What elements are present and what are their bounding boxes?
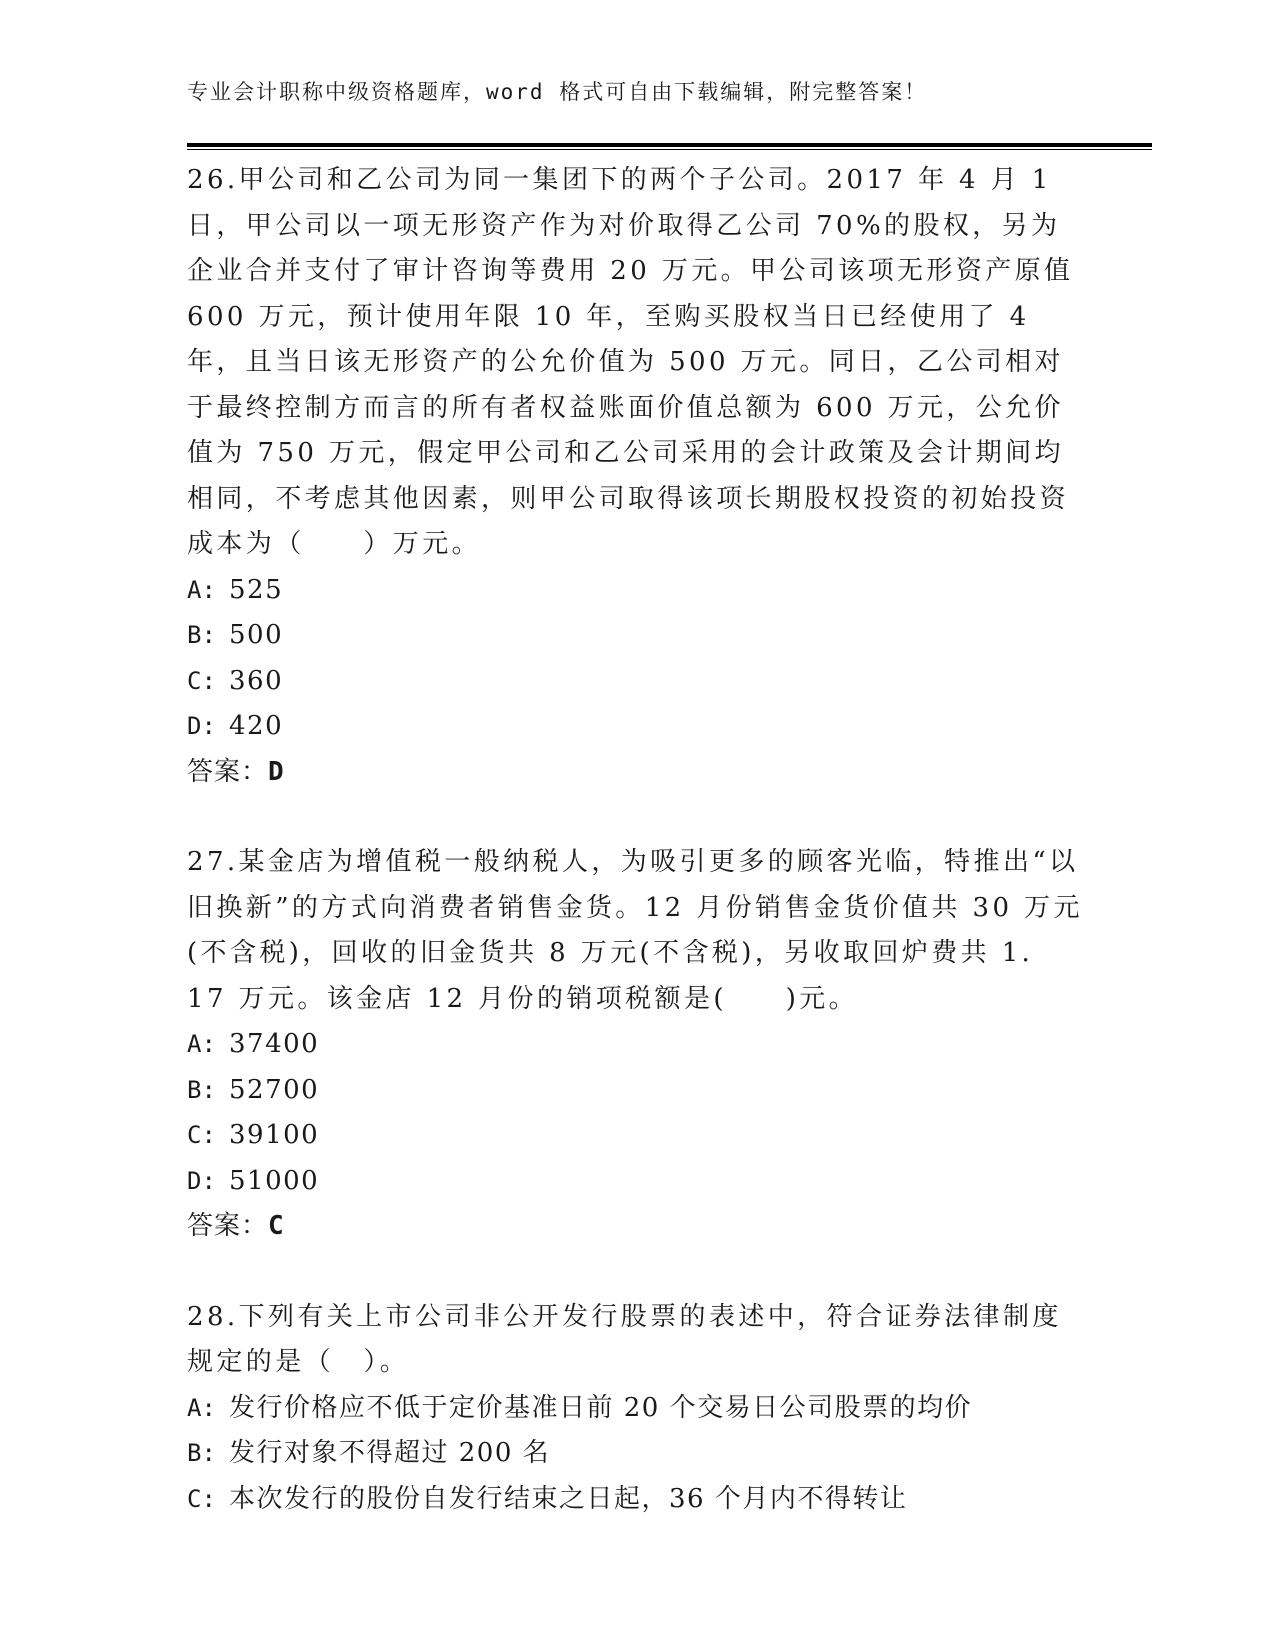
option-label: C: xyxy=(187,666,216,695)
option-a xyxy=(187,568,1087,614)
page-header: 专业会计职称中级资格题库，word 格式可自由下载编辑，附完整答案！ xyxy=(187,80,928,104)
option-label: A: xyxy=(187,1030,216,1058)
answer-label: 答案： xyxy=(187,1211,269,1241)
option-a xyxy=(187,1022,1087,1068)
answer-value: C xyxy=(268,1211,285,1241)
option-d xyxy=(187,1159,1087,1205)
option-text: 360 xyxy=(229,665,284,696)
question-spacer xyxy=(187,795,1087,840)
option-text: 525 xyxy=(229,574,284,605)
question-text: 27.某金店为增值税一般纳税人，为吸引更多的顾客光临，特推出“以旧换新”的方式向消费者销售金货。12 月份销售金货价值共 30 万元(不含税)，回收的旧金货共 8 万元(不含税)，另收取回炉费共 1．17 万元。该金店 12 月份的销项税额是( )元。 xyxy=(187,847,1083,1014)
option-label: A: xyxy=(187,575,216,604)
question-text: 26.甲公司和乙公司为同一集团下的两个子公司。2017 年 4 月 1 日，甲公司以一项无形资产作为对价取得乙公司 70%的股权，另为企业合并支付了审计咨询等费用 20 万元。甲公司该项无形资产原值 600 万元，预计使用年限 10 年，至购买股权当日已经使用了 4 年，且当日该无形资产的公允价值为 500 万元。同日，乙公司相对于最终控制方而言的所有者权益账面价值总额为 600 万元，公允价值为 750 万元，假定甲公司和乙公司采用的会计政策及会计期间均相同，不考虑其他因素，则甲公司取得该项长期股权投资的初始投资成本为（ ）万元。 xyxy=(187,165,1074,559)
option-text: 发行价格应不低于定价基准日前 20 个交易日公司股票的均价 xyxy=(229,1392,973,1423)
option-c xyxy=(187,1477,1087,1523)
answer-line xyxy=(187,750,1087,796)
option-b xyxy=(187,613,1087,659)
answer-value: D xyxy=(268,756,285,787)
option-text: 500 xyxy=(229,620,284,650)
option-text: 420 xyxy=(229,711,284,741)
option-label: B: xyxy=(187,1439,216,1467)
question-block xyxy=(187,158,1087,795)
option-text: 37400 xyxy=(229,1029,320,1059)
option-text: 51000 xyxy=(229,1165,320,1196)
option-b xyxy=(187,1068,1087,1114)
option-b xyxy=(187,1431,1087,1477)
option-label: A: xyxy=(187,1393,216,1422)
header-rule-thick xyxy=(187,143,1152,147)
option-text: 39100 xyxy=(229,1120,320,1150)
question-list xyxy=(187,158,1087,1522)
option-label: B: xyxy=(187,1075,216,1104)
option-label: B: xyxy=(187,621,216,649)
option-label: C: xyxy=(187,1484,216,1513)
option-d xyxy=(187,704,1087,750)
answer-label: 答案： xyxy=(187,756,269,787)
option-a xyxy=(187,1386,1087,1432)
question-block xyxy=(187,1295,1087,1523)
option-text: 52700 xyxy=(229,1074,320,1105)
question-block xyxy=(187,840,1087,1250)
option-c xyxy=(187,659,1087,705)
header-rule-thin xyxy=(187,149,1152,150)
question-text: 28.下列有关上市公司非公开发行股票的表述中，符合证券法律制度规定的是（ ）。 xyxy=(187,1301,1062,1377)
option-label: D: xyxy=(187,1166,216,1195)
option-c xyxy=(187,1113,1087,1159)
question-spacer xyxy=(187,1250,1087,1295)
option-text: 本次发行的股份自发行结束之日起，36 个月内不得转让 xyxy=(229,1483,908,1514)
option-label: D: xyxy=(187,712,216,740)
option-label: C: xyxy=(187,1121,216,1149)
answer-line xyxy=(187,1204,1087,1250)
option-text: 发行对象不得超过 200 名 xyxy=(229,1438,551,1468)
